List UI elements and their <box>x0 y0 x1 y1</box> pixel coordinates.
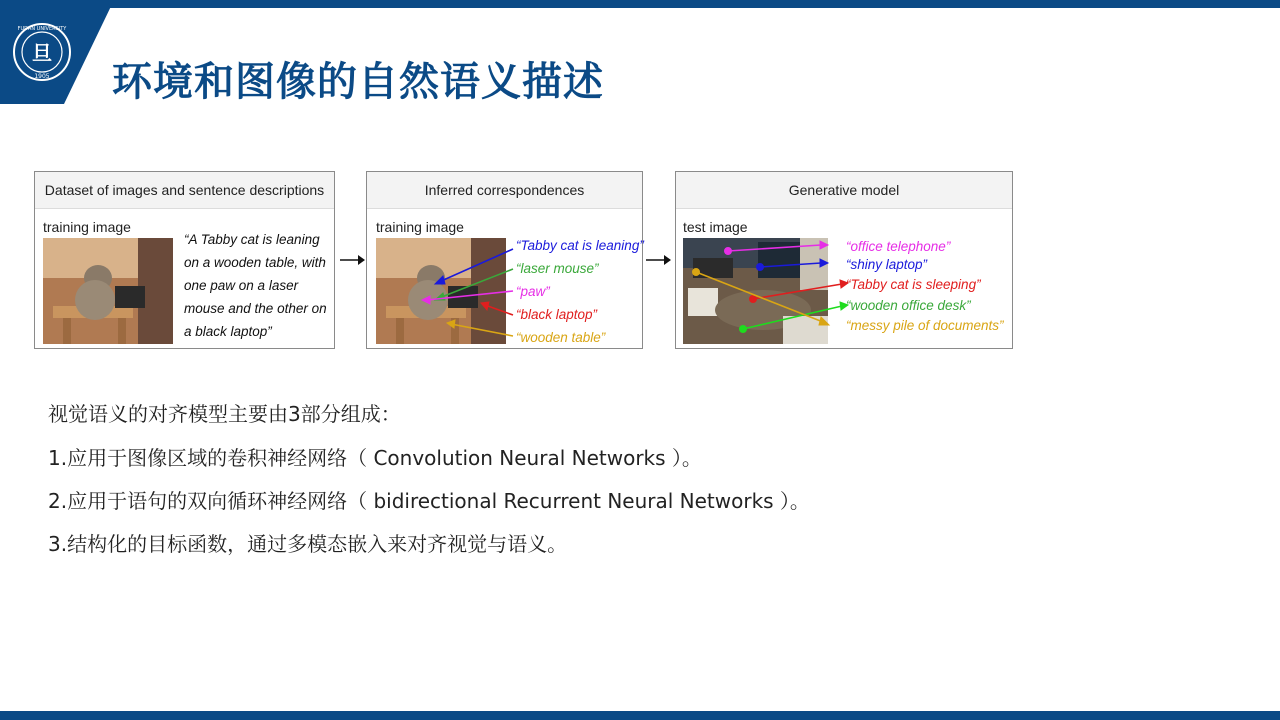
list-item: 2.应用于语句的双向循环神经网络（ bidirectional Recurrent Neural Networks ）。 <box>48 489 810 513</box>
list-item: 3.结构化的目标函数，通过多模态嵌入来对齐视觉与语义。 <box>48 532 568 556</box>
image-label: test image <box>683 219 748 235</box>
arrow-wooden-office-desk <box>740 302 849 333</box>
arrow-office-telephone <box>725 241 829 255</box>
label-tabby-cat-sleeping: “Tabby cat is sleeping” <box>846 277 981 292</box>
arrow-black-laptop <box>481 302 513 315</box>
figure-panel-dataset <box>34 171 335 349</box>
label-office-telephone: “office telephone” <box>846 239 951 254</box>
intro-text: 视觉语义的对齐模型主要由3部分组成： <box>48 402 401 426</box>
svg-text:旦: 旦 <box>32 41 52 65</box>
svg-text:1905: 1905 <box>34 73 50 80</box>
label-tabby-cat-leaning: “Tabby cat is leaning” <box>516 238 644 253</box>
arrow-tabby-cat <box>435 249 513 284</box>
arrow-messy-pile-documents <box>693 269 830 326</box>
label-black-laptop: “black laptop” <box>516 307 598 322</box>
label-wooden-table: “wooden table” <box>516 330 606 345</box>
list-item: 1.应用于图像区域的卷积神经网络（ Convolution Neural Networks ）。 <box>48 446 702 470</box>
bottom-accent-bar <box>0 711 1280 720</box>
svg-text:FUDAN UNIVERSITY: FUDAN UNIVERSITY <box>17 26 67 32</box>
panel-header: Dataset of images and sentence descriptions <box>35 172 334 209</box>
correspondence-arrows <box>367 172 644 350</box>
figure-panel-generative <box>675 171 1013 349</box>
label-shiny-laptop: “shiny laptop” <box>846 257 928 272</box>
top-accent-bar <box>0 0 1280 8</box>
label-paw: “paw” <box>516 284 550 299</box>
image-label: training image <box>376 219 464 235</box>
arrow-paw <box>422 291 513 304</box>
arrow-wooden-table <box>447 320 513 336</box>
flow-arrow-1 <box>338 254 366 266</box>
arrow-shiny-laptop <box>757 259 829 271</box>
label-laser-mouse: “laser mouse” <box>516 261 599 276</box>
panel-header: Inferred correspondences <box>367 172 642 209</box>
training-image-cat <box>43 238 173 344</box>
page-title: 环境和图像的自然语义描述 <box>112 59 604 105</box>
university-logo <box>0 0 120 104</box>
label-wooden-office-desk: “wooden office desk” <box>846 298 971 313</box>
figure-panel-correspondences <box>366 171 643 349</box>
panel-header: Generative model <box>676 172 1012 209</box>
sentence-description: “A Tabby cat is leaning on a wooden table, with one paw on a laser mouse and the other on a black laptop” <box>184 232 327 339</box>
flow-arrow-2 <box>644 254 672 266</box>
label-messy-pile-documents: “messy pile of documents” <box>846 318 1004 333</box>
image-label: training image <box>43 219 131 235</box>
